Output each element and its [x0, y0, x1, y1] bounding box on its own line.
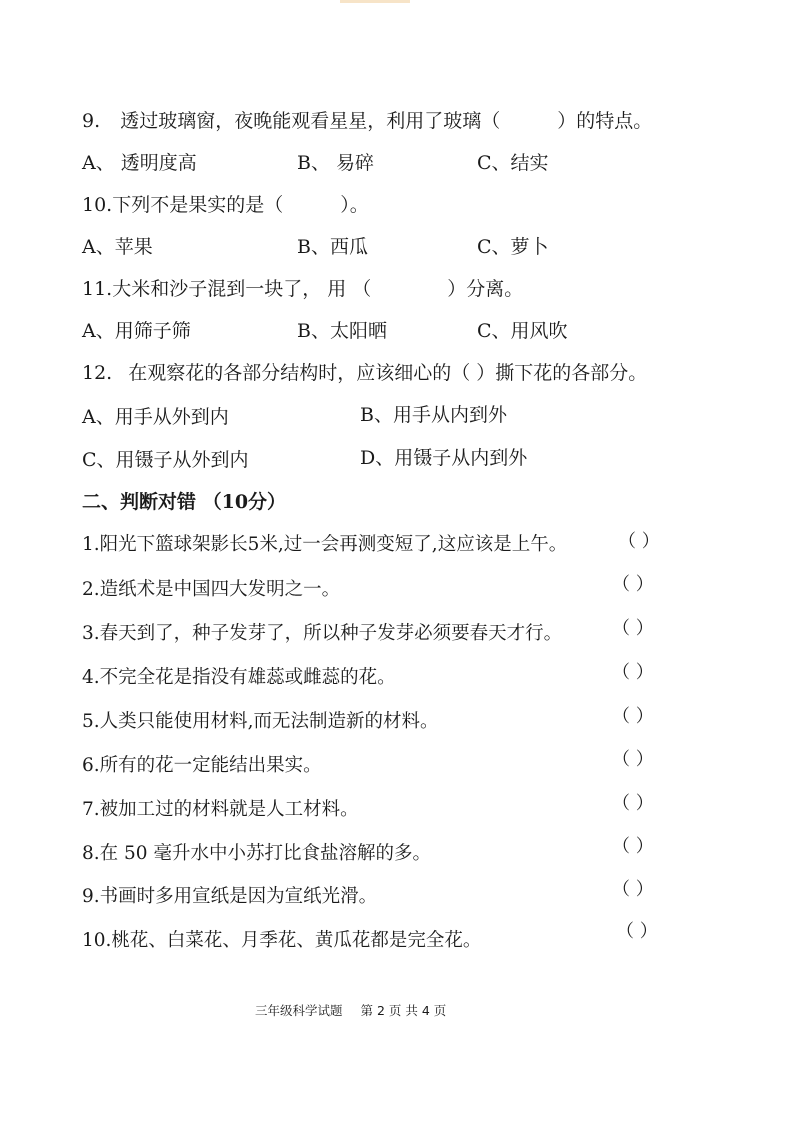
item-number: 10.	[82, 930, 112, 951]
item-number: 3.	[82, 623, 100, 644]
item-number: 7.	[82, 799, 100, 820]
tf-item-6	[82, 751, 322, 777]
question-10	[82, 190, 369, 217]
section-title: 二、判断对错 （10分）	[82, 491, 287, 513]
question-number: 11.	[82, 278, 113, 300]
tf-item-5	[82, 707, 439, 733]
tf-item-7	[82, 795, 359, 821]
answer-paren[interactable]: （ ）	[612, 574, 654, 595]
item-number: 4.	[82, 667, 100, 688]
answer-paren[interactable]: （ ）	[618, 531, 660, 552]
q9-option-c: C、结实	[477, 152, 549, 174]
tf-item-4	[82, 663, 396, 689]
item-number: 1.	[82, 534, 100, 555]
item-text: 被加工过的材料就是人工材料。	[99, 799, 359, 820]
scan-mark	[340, 0, 410, 3]
q9-option-b: B、 易碎	[297, 152, 375, 174]
question-number: 10.	[82, 194, 113, 216]
item-number: 9.	[82, 886, 100, 907]
item-text: 桃花、白菜花、月季花、黄瓜花都是完全花。	[111, 930, 482, 951]
question-stem: 下列不是果实的是（ ）。	[112, 194, 369, 216]
question-9	[82, 106, 652, 133]
answer-paren[interactable]: （ ）	[612, 618, 654, 639]
q10-option-c: C、萝卜	[477, 236, 549, 258]
answer-paren[interactable]: （ ）	[612, 749, 654, 770]
tf-item-1	[82, 530, 567, 556]
answer-paren[interactable]: （ ）	[612, 836, 654, 857]
q9-option-a: A、 透明度高	[82, 152, 197, 174]
item-text: 在 50 毫升水中小苏打比食盐溶解的多。	[99, 843, 431, 864]
item-text: 造纸术是中国四大发明之一。	[99, 579, 341, 600]
answer-paren[interactable]: （ ）	[612, 662, 654, 683]
q12-option-b: B、用手从内到外	[360, 404, 507, 426]
answer-paren[interactable]: （ ）	[612, 879, 654, 900]
question-stem: 透过玻璃窗，夜晚能观看星星，利用了玻璃（ ）的特点。	[120, 110, 653, 132]
page-footer	[255, 1001, 446, 1019]
item-number: 2.	[82, 579, 100, 600]
item-number: 6.	[82, 755, 100, 776]
tf-item-8	[82, 839, 431, 865]
tf-item-10	[82, 926, 481, 952]
answer-paren[interactable]: （ ）	[612, 706, 654, 727]
tf-item-2	[82, 575, 340, 601]
question-number: 9.	[82, 110, 101, 132]
question-stem: 大米和沙子混到一块了， 用 （ ）分离。	[112, 278, 524, 300]
q12-option-a: A、用手从外到内	[82, 406, 229, 428]
tf-item-3	[82, 619, 562, 645]
question-stem: 在观察花的各部分结构时，应该细心的（ ）撕下花的各部分。	[128, 362, 648, 384]
item-text: 书画时多用宣纸是因为宣纸光滑。	[99, 886, 378, 907]
item-text: 所有的花一定能结出果实。	[99, 755, 322, 776]
footer-page-number: 第 2 页 共 4 页	[360, 1003, 447, 1018]
answer-paren[interactable]: （ ）	[616, 921, 658, 942]
item-text: 人类只能使用材料,而无法制造新的材料。	[99, 711, 439, 732]
q10-option-a: A、苹果	[82, 236, 153, 258]
item-number: 5.	[82, 711, 100, 732]
q12-option-c: C、用镊子从外到内	[82, 449, 249, 471]
q12-option-d: D、用镊子从内到外	[360, 447, 528, 469]
question-12	[82, 358, 647, 385]
q10-option-b: B、西瓜	[297, 236, 368, 258]
footer-subject: 三年级科学试题	[255, 1003, 343, 1018]
item-text: 春天到了，种子发芽了，所以种子发芽必须要春天才行。	[99, 623, 563, 644]
tf-item-9	[82, 882, 377, 908]
answer-paren[interactable]: （ ）	[612, 793, 654, 814]
q11-option-b: B、太阳晒	[297, 320, 387, 342]
item-text: 阳光下篮球架影长5米,过一会再测变短了,这应该是上午。	[99, 534, 568, 555]
item-text: 不完全花是指没有雄蕊或雌蕊的花。	[99, 667, 396, 688]
question-11	[82, 274, 523, 301]
item-number: 8.	[82, 843, 100, 864]
q11-option-c: C、用风吹	[477, 320, 568, 342]
question-number: 12.	[82, 362, 113, 384]
q11-option-a: A、用筛子筛	[82, 320, 191, 342]
